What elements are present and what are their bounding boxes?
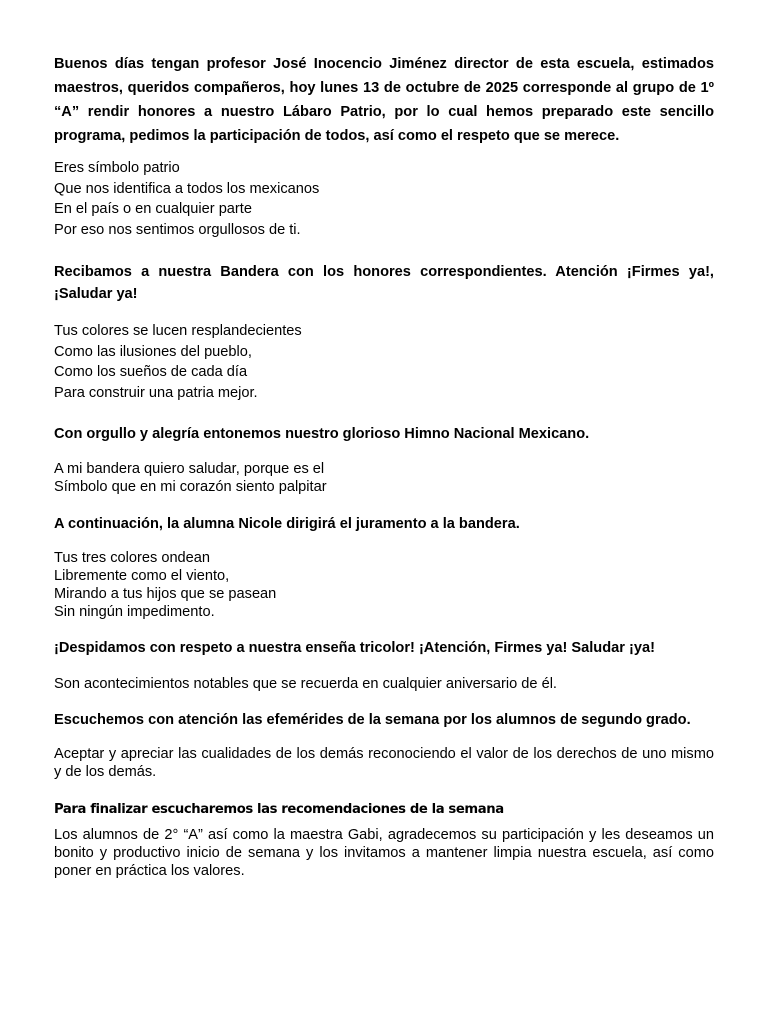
poem-line: Eres símbolo patrio — [54, 160, 180, 176]
poem-line: Libremente como el viento, — [54, 568, 230, 584]
ephemerides-paragraph: Escuchemos con atención las efemérides de la semana por los alumnos de segundo grado. — [54, 712, 691, 728]
poem-line: Como las ilusiones del pueblo, — [54, 343, 252, 360]
poem-symbol — [54, 158, 714, 240]
recommendations-heading: Para finalizar escucharemos las recomendaciones de la semana — [54, 802, 504, 817]
poem-tricolor — [54, 549, 714, 621]
events-paragraph: Son acontecimientos notables que se recuerda en cualquier aniversario de él. — [54, 676, 557, 692]
intro-paragraph: Buenos días tengan profesor José Inocencio Jiménez director de esta escuela, estimados maestros, queridos compañeros, hoy lunes 13 de octubre de 2025 corresponde al grupo de 1º “A” rendir honores a nuestro Lábaro Patrio, por lo cual hemos preparado este sencillo programa, pedimos la participación de todos, así como el respeto que se merece. — [54, 56, 714, 144]
oath-paragraph: A continuación, la alumna Nicole dirigirá el juramento a la bandera. — [54, 516, 520, 532]
receive-flag-paragraph: Recibamos a nuestra Bandera con los honores correspondientes. Atención ¡Firmes ya!, ¡Saludar ya! — [54, 264, 714, 302]
poem-line: A mi bandera quiero saludar, porque es el — [54, 461, 325, 477]
poem-line: Para construir una patria mejor. — [54, 384, 258, 401]
poem-line: Por eso nos sentimos orgullosos de ti. — [54, 221, 301, 238]
poem-colors — [54, 321, 714, 403]
poem-line: Tus colores se lucen resplandecientes — [54, 323, 302, 339]
poem-line: En el país o en cualquier parte — [54, 201, 252, 217]
poem-line: Mirando a tus hijos que se pasean — [54, 586, 277, 602]
poem-line: Como los sueños de cada día — [54, 364, 248, 380]
anthem-paragraph: Con orgullo y alegría entonemos nuestro glorioso Himno Nacional Mexicano. — [54, 426, 590, 442]
farewell-paragraph: ¡Despidamos con respeto a nuestra enseña tricolor! ¡Atención, Firmes ya! Saludar ¡ya! — [54, 640, 655, 656]
poem-line: Tus tres colores ondean — [54, 550, 211, 566]
poem-line: Sin ningún impedimento. — [54, 604, 215, 620]
values-paragraph: Aceptar y apreciar las cualidades de los demás reconociendo el valor de los derechos de uno mismo y de los demás. — [54, 746, 714, 780]
poem-greeting — [54, 460, 714, 496]
poem-line: Que nos identifica a todos los mexicanos — [54, 180, 320, 197]
poem-line: Símbolo que en mi corazón siento palpitar — [54, 479, 327, 495]
closing-paragraph: Los alumnos de 2° “A” así como la maestra Gabi, agradecemos su participación y les deseamos un bonito y productivo inicio de semana y los invitamos a mantener limpia nuestra escuela, así como poner en práctica los valores. — [54, 827, 714, 879]
